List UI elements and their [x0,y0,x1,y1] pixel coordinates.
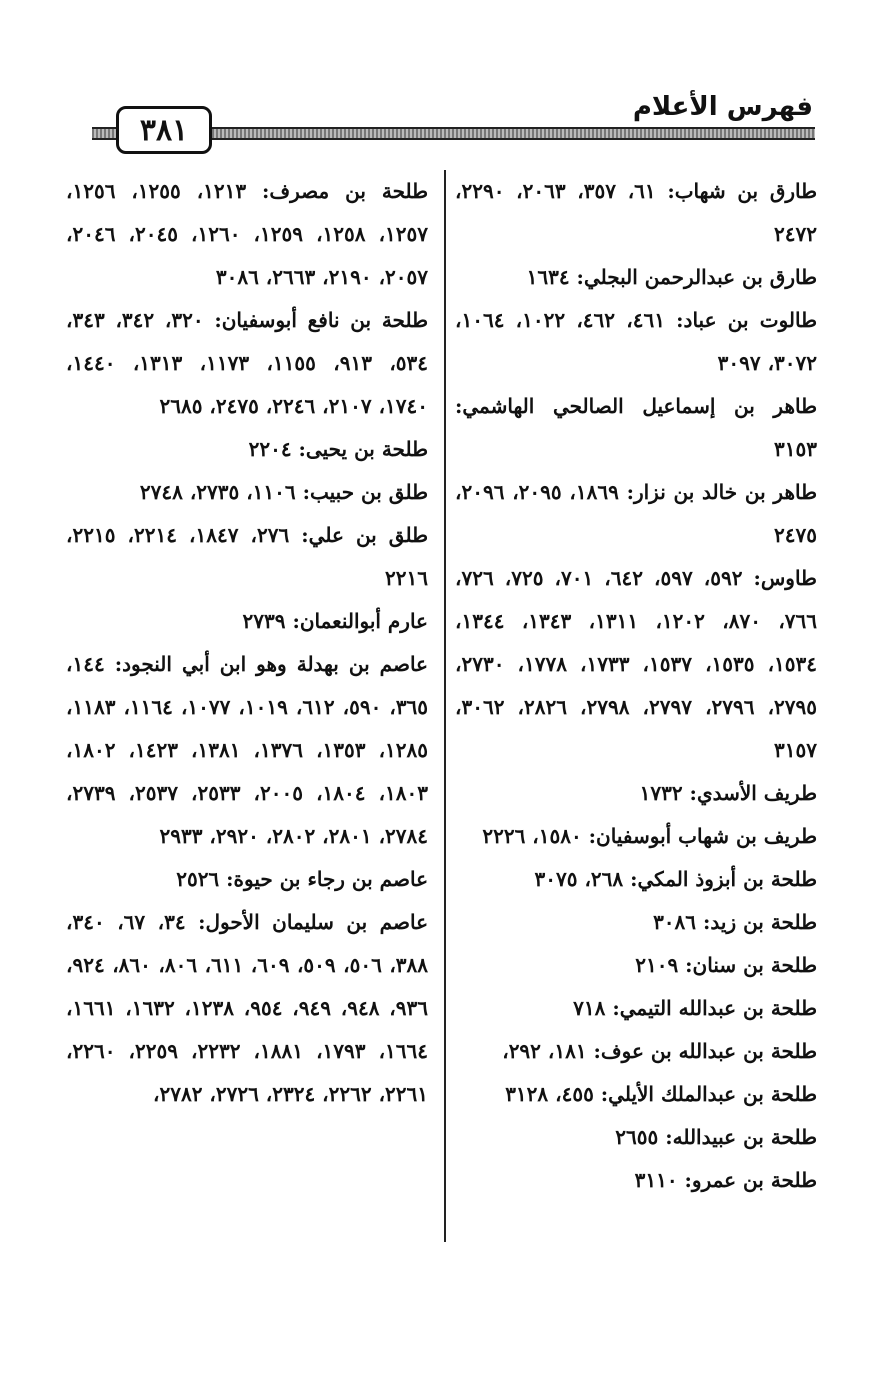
header-title: فهرس الأعلام [632,92,813,122]
index-entry: طلحة بن عبيدالله: ٢٦٥٥ [615,1125,817,1149]
index-entry: طلحة بن سنان: ٢١٠٩ [635,953,817,977]
index-entry: عارم أبوالنعمان: ٢٧٣٩ [242,609,428,633]
index-column-left [66,170,428,1116]
index-entry: طلحة بن يحيى: ٢٢٠٤ [248,437,428,461]
column-divider [444,170,446,1242]
index-entry: طريف الأسدي: ١٧٣٢ [639,781,817,805]
index-entry: طريف بن شهاب أبوسفيان: ١٥٨٠، ٢٢٢٦ [482,824,817,848]
index-entry: طاهر بن خالد بن نزار: ١٨٦٩، ٢٠٩٥، ٢٠٩٦، ٢٤٧٥ [455,480,818,547]
index-column-right [455,170,817,1202]
index-entry: طلحة بن مصرف: ١٢١٣، ١٢٥٥، ١٢٥٦، ١٢٥٧، ١٢٥٨، ١٢٥٩، ١٢٦٠، ٢٠٤٥، ٢٠٤٦، ٢٠٥٧، ٢١٩٠، ٢٦٦٣، ٣٠٨٦ [66,179,429,289]
index-entry: طلحة بن عمرو: ٣١١٠ [634,1168,817,1192]
index-entry: طلحة بن زيد: ٣٠٨٦ [653,910,817,934]
index-entry: طالوت بن عباد: ٤٦١، ٤٦٢، ١٠٢٢، ١٠٦٤، ٣٠٧٢، ٣٠٩٧ [455,308,818,375]
index-entry: طارق بن عبدالرحمن البجلي: ١٦٣٤ [526,265,817,289]
index-entry: طلحة بن نافع أبوسفيان: ٣٢٠، ٣٤٢، ٣٤٣، ٥٣٤، ٩١٣، ١١٥٥، ١١٧٣، ١٣١٣، ١٤٤٠، ١٧٤٠، ٢١٠٧، ٢٢٤٦، ٢٤٧٥، ٢٦٨٥ [66,308,429,418]
index-entry: طاوس: ٥٩٢، ٥٩٧، ٦٤٢، ٧٠١، ٧٢٥، ٧٢٦، ٧٦٦، ٨٧٠، ١٢٠٢، ١٣١١، ١٣٤٣، ١٣٤٤، ١٥٣٤، ١٥٣٥، ١٥٣٧، ١٧٣٣، ١٧٧٨، ٢٧٣٠، ٢٧٩٥، ٢٧٩٦، ٢٧٩٧، ٢٧٩٨، ٢٨٢٦، ٣٠٦٢، ٣١٥٧ [455,566,818,762]
index-entry: طلحة بن عبدالله بن عوف: ١٨١، ٢٩٢، [502,1039,817,1063]
index-entry: طلق بن حبيب: ١١٠٦، ٢٧٣٥، ٢٧٤٨ [139,480,428,504]
page-number: ٣٨١ [116,106,212,154]
index-entry: طلق بن علي: ٢٧٦، ١٨٤٧، ٢٢١٤، ٢٢١٥، ٢٢١٦ [66,523,429,590]
index-entry: طلحة بن عبدالله التيمي: ٧١٨ [573,996,817,1020]
index-entry: طلحة بن عبدالملك الأيلي: ٤٥٥، ٣١٢٨ [505,1082,817,1106]
index-entry: عاصم بن رجاء بن حيوة: ٢٥٢٦ [176,867,428,891]
index-entry: عاصم بن بهدلة وهو ابن أبي النجود: ١٤٤، ٣٦٥، ٥٩٠، ٦١٢، ١٠١٩، ١٠٧٧، ١١٦٤، ١١٨٣، ١٢٨٥، ١٣٥٣، ١٣٧٦، ١٣٨١، ١٤٢٣، ١٨٠٢، ١٨٠٣، ١٨٠٤، ٢٠٠٥، ٢٥٣٣، ٢٥٣٧، ٢٧٣٩، ٢٧٨٤، ٢٨٠١، ٢٨٠٢، ٢٩٢٠، ٢٩٣٣ [66,652,429,848]
index-entry: طلحة بن أبزوذ المكي: ٢٦٨، ٣٠٧٥ [534,867,817,891]
index-entry: طارق بن شهاب: ٦١، ٣٥٧، ٢٠٦٣، ٢٢٩٠، ٢٤٧٢ [455,179,818,246]
index-entry: عاصم بن سليمان الأحول: ٣٤، ٦٧، ٣٤٠، ٣٨٨، ٥٠٦، ٥٠٩، ٦٠٩، ٦١١، ٨٠٦، ٨٦٠، ٩٢٤، ٩٣٦، ٩٤٨، ٩٤٩، ٩٥٤، ١٢٣٨، ١٦٣٢، ١٦٦١، ١٦٦٤، ١٧٩٣، ١٨٨١، ٢٢٣٢، ٢٢٥٩، ٢٢٦٠، ٢٢٦١، ٢٢٦٢، ٢٣٢٤، ٢٧٢٦، ٢٧٨٢، [66,910,429,1106]
index-entry: طاهر بن إسماعيل الصالحي الهاشمي: ٣١٥٣ [455,394,817,461]
